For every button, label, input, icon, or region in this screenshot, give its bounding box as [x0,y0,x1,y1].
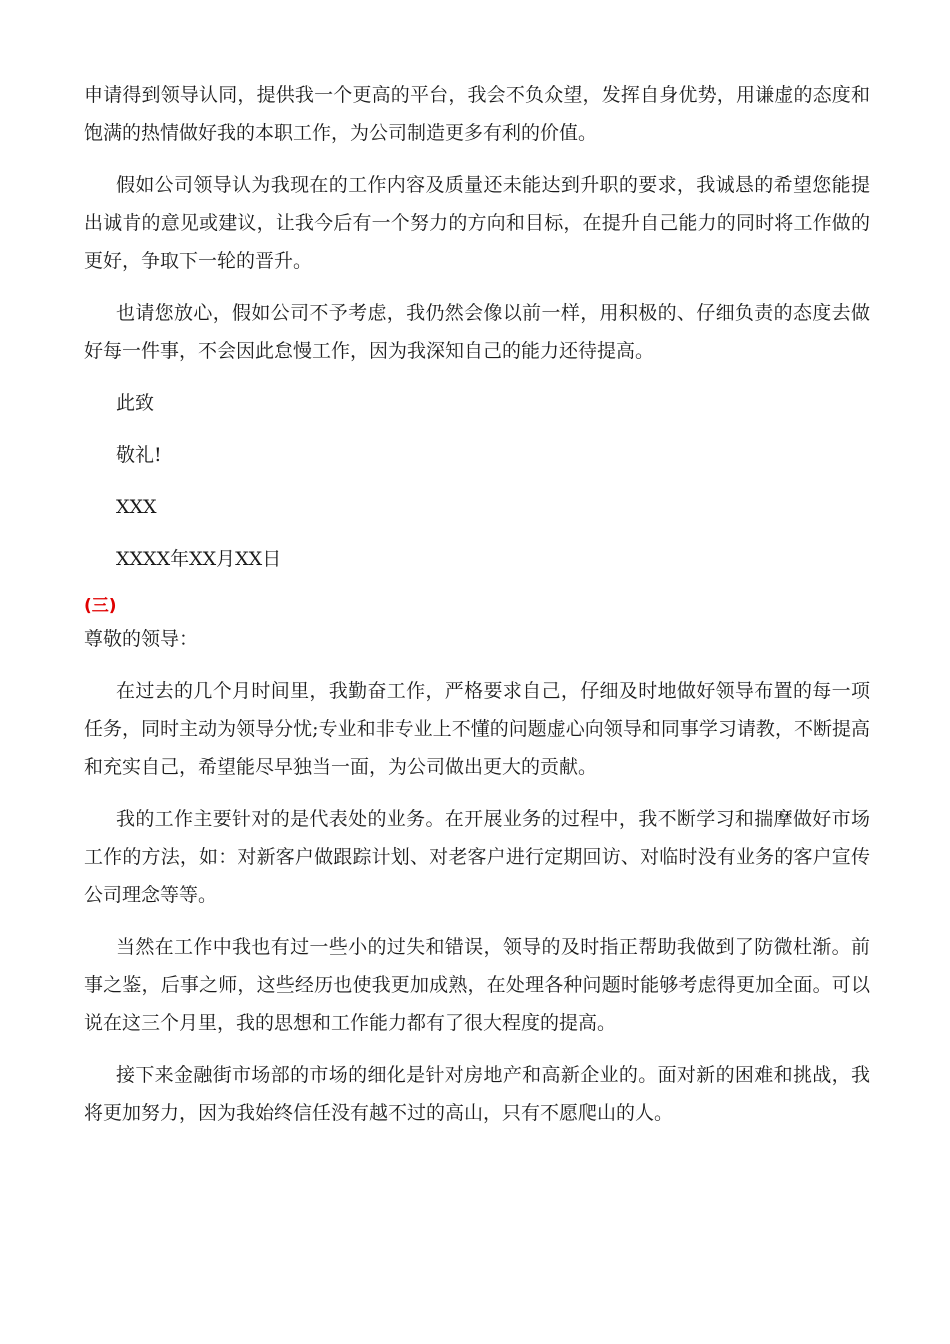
closing-salute: 敬礼! [116,444,162,466]
paragraph-work-summary: 在过去的几个月时间里，我勤奋工作，严格要求自己，仔细及时地做好领导布置的每一项任务，同时主动为领导分忧;专业和非专业上不懂的问题虚心向领导和同事学习请教，不断提高和充实自己，希望能尽早独当一面，为公司做出更大的贡献。 [84,680,870,778]
paragraph-reassurance: 也请您放心，假如公司不予考虑，我仍然会像以前一样，用积极的、仔细负责的态度去做好每一件事，不会因此怠慢工作，因为我深知自己的能力还待提高。 [84,302,870,362]
paragraph-continuation: 申请得到领导认同，提供我一个更高的平台，我会不负众望，发挥自身优势，用谦虚的态度和饱满的热情做好我的本职工作，为公司制造更多有利的价值。 [84,84,870,144]
salutation: 尊敬的领导： [84,628,199,650]
paragraph-next-steps: 接下来金融街市场部的市场的细化是针对房地产和高新企业的。面对新的困难和挑战，我将更加努力，因为我始终信任没有越不过的高山，只有不愿爬山的人。 [84,1064,870,1124]
signature: XXX [116,496,157,518]
document-page [84,76,870,1146]
paragraph-lessons: 当然在工作中我也有过一些小的过失和错误，领导的及时指正帮助我做到了防微杜渐。前事之鉴，后事之师，这些经历也使我更加成熟，在处理各种问题时能够考虑得更加全面。可以说在这三个月里，我的思想和工作能力都有了很大程度的提高。 [84,936,870,1034]
closing-phrase: 此致 [116,392,155,414]
paragraph-promotion-request: 假如公司领导认为我现在的工作内容及质量还未能达到升职的要求，我诚恳的希望您能提出诚肯的意见或建议，让我今后有一个努力的方向和目标，在提升自己能力的同时将工作做的更好，争取下一轮的晋升。 [84,174,870,272]
section-heading: (三) [84,596,117,616]
letter-date: XXXX年XX月XX日 [116,548,282,570]
paragraph-business-focus: 我的工作主要针对的是代表处的业务。在开展业务的过程中，我不断学习和揣摩做好市场工作的方法，如：对新客户做跟踪计划、对老客户进行定期回访、对临时没有业务的客户宣传公司理念等等。 [84,808,870,906]
